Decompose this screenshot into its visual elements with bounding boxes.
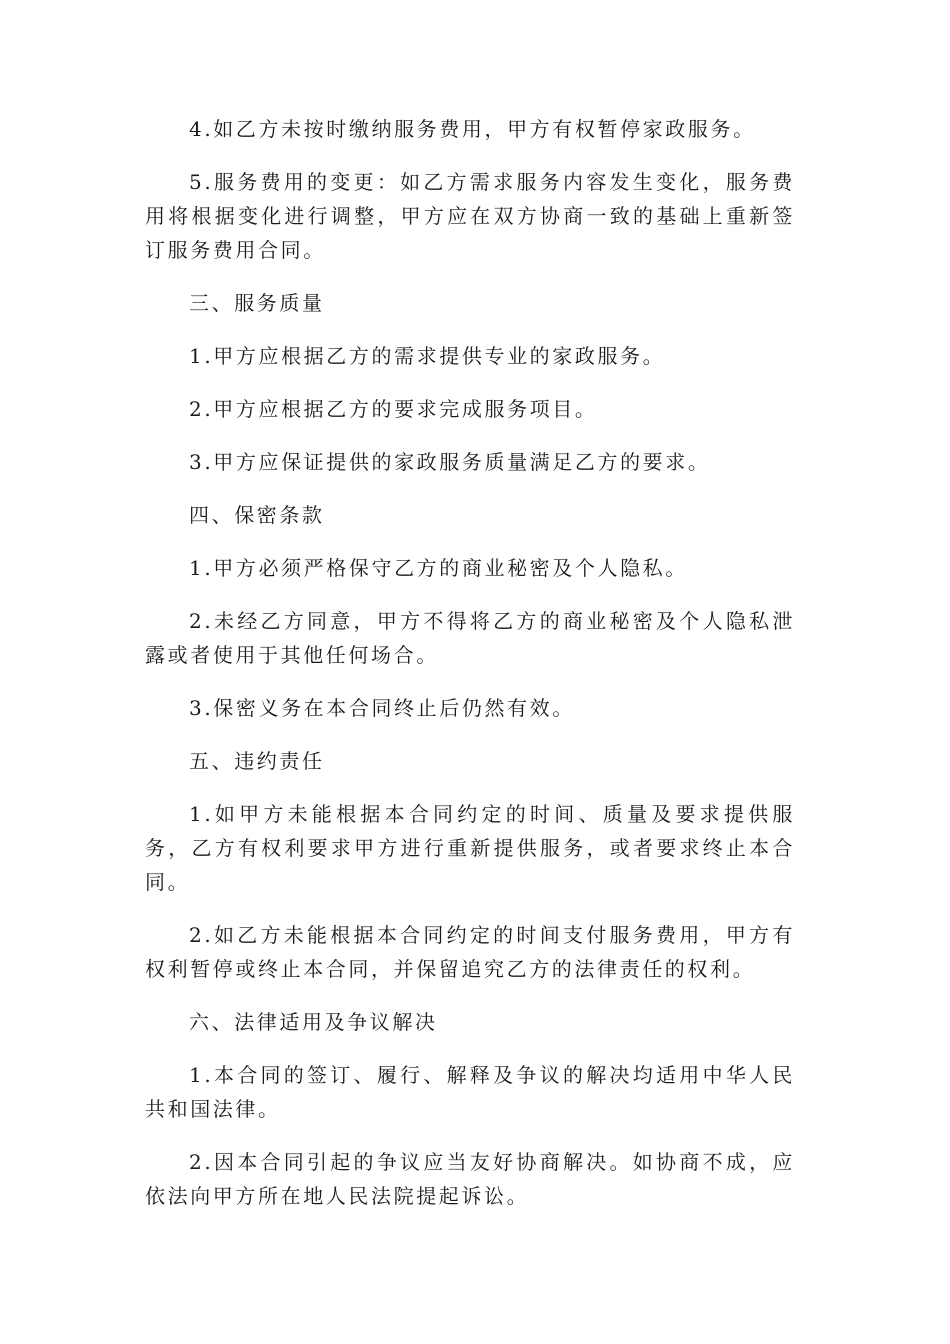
clause-4-2: 2.未经乙方同意，甲方不得将乙方的商业秘密及个人隐私泄露或者使用于其他任何场合。 (145, 609, 795, 667)
section-6-heading: 六、法律适用及争议解决 (189, 1010, 438, 1034)
section-4-heading: 四、保密条款 (189, 503, 325, 527)
clause-3-3: 3.甲方应保证提供的家政服务质量满足乙方的要求。 (189, 450, 711, 474)
section-3-heading: 三、服务质量 (189, 291, 325, 315)
document-body (145, 112, 795, 1232)
clause-3-1: 1.甲方应根据乙方的需求提供专业的家政服务。 (189, 344, 666, 368)
clause-4-3: 3.保密义务在本合同终止后仍然有效。 (189, 696, 575, 720)
clause-6-2: 2.因本合同引起的争议应当友好协商解决。如协商不成，应依法向甲方所在地人民法院提起诉讼。 (145, 1150, 795, 1208)
clause-6-1: 1.本合同的签订、履行、解释及争议的解决均适用中华人民共和国法律。 (145, 1063, 795, 1121)
clause-2-5: 5.服务费用的变更：如乙方需求服务内容发生变化，服务费用将根据变化进行调整，甲方应在双方协商一致的基础上重新签订服务费用合同。 (145, 170, 795, 262)
clause-2-4: 4.如乙方未按时缴纳服务费用，甲方有权暂停家政服务。 (189, 117, 756, 141)
clause-5-2: 2.如乙方未能根据本合同约定的时间支付服务费用，甲方有权利暂停或终止本合同，并保留追究乙方的法律责任的权利。 (145, 923, 795, 981)
clause-4-1: 1.甲方必须严格保守乙方的商业秘密及个人隐私。 (189, 556, 688, 580)
clause-3-2: 2.甲方应根据乙方的要求完成服务项目。 (189, 397, 598, 421)
section-5-heading: 五、违约责任 (189, 749, 325, 773)
clause-5-1: 1.如甲方未能根据本合同约定的时间、质量及要求提供服务，乙方有权利要求甲方进行重新提供服务，或者要求终止本合同。 (145, 802, 795, 894)
